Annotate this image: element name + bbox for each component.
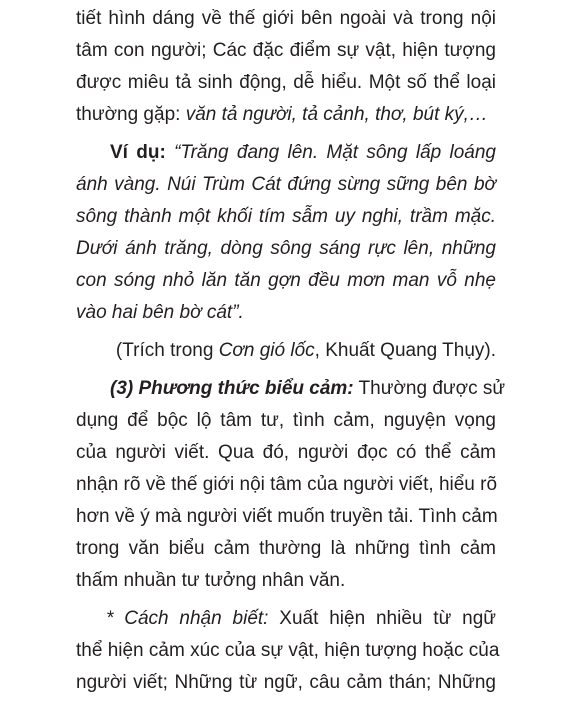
line-italic-text: vào hai bên bờ cát”. (76, 302, 244, 323)
line-text: người viết; Những từ ngữ, câu cảm thán; Những (76, 672, 496, 693)
text-line (76, 104, 496, 126)
text-line (76, 72, 496, 94)
example-label: Ví dụ: (110, 142, 166, 163)
line-text: Xuất hiện nhiều từ ngữ (268, 608, 496, 629)
line-text: được miêu tả sinh động, dễ hiểu. Một số thể loại (76, 72, 496, 93)
line-text: Thường được sử (353, 378, 506, 399)
citation-text: (Trích trong (115, 340, 219, 361)
text-line (76, 8, 496, 30)
section-heading-line (110, 378, 506, 400)
example-line (110, 142, 496, 164)
line-text: nhận rõ về thế giới nội tâm của người viết, hiểu rõ (76, 474, 498, 495)
quote-line (76, 270, 496, 292)
line-text: trong văn biểu cảm thường là những tình cảm (76, 538, 496, 559)
text-line (76, 672, 496, 694)
citation-line (76, 340, 496, 362)
text-line (76, 570, 496, 592)
citation-title: Cơn gió lốc (218, 340, 315, 361)
citation-author: , Khuất Quang Thụy). (314, 340, 496, 361)
line-text: thường gặp: (76, 104, 186, 125)
line-italic-text: sông thành một khối tím sẫm uy nghi, trầm mặc. (76, 206, 496, 227)
text-line (76, 538, 496, 560)
line-text: tiết hình dáng về thế giới bên ngoài và trong nội (76, 8, 496, 29)
line-text: hơn về ý mà người viết muốn truyền tải. Tình cảm (76, 506, 498, 527)
line-text: của người viết. Qua đó, người đọc có thể cảm (76, 442, 496, 463)
line-text: thấm nhuần tư tưởng nhân văn. (76, 570, 346, 591)
section-heading: (3) Phương thức biểu cảm: (110, 378, 354, 399)
line-text: thể hiện cảm xúc của sự vật, hiện tượng hoặc của (76, 640, 500, 661)
quote-line (76, 206, 496, 228)
line-italic-text: Dưới ánh trăng, dòng sông sáng rực lên, những (76, 238, 496, 259)
line-italic-text: con sóng nhỏ lăn tăn gợn đều mơn man vỗ nhẹ (76, 270, 496, 291)
line-text: dụng để bộc lộ tâm tư, tình cảm, nguyện vọng (76, 410, 496, 431)
text-line (76, 410, 496, 432)
quote-line (76, 174, 496, 196)
recognition-label: * Cách nhận biết: (106, 608, 269, 629)
line-italic-text: ánh vàng. Núi Trùm Cát đứng sừng sững bên bờ (76, 174, 496, 195)
recognition-line (106, 608, 496, 630)
text-line (76, 40, 496, 62)
text-line (76, 506, 496, 528)
text-line (76, 442, 496, 464)
text-line (76, 640, 500, 662)
line-text: tâm con người; Các đặc điểm sự vật, hiện tượng (76, 40, 496, 61)
quote-line (76, 238, 496, 260)
line-italic-text: “Trăng đang lên. Mặt sông lấp loáng (165, 142, 496, 163)
quote-line (76, 302, 496, 324)
line-italic-text: văn tả người, tả cảnh, thơ, bút ký,… (185, 104, 488, 125)
text-line (76, 474, 496, 496)
